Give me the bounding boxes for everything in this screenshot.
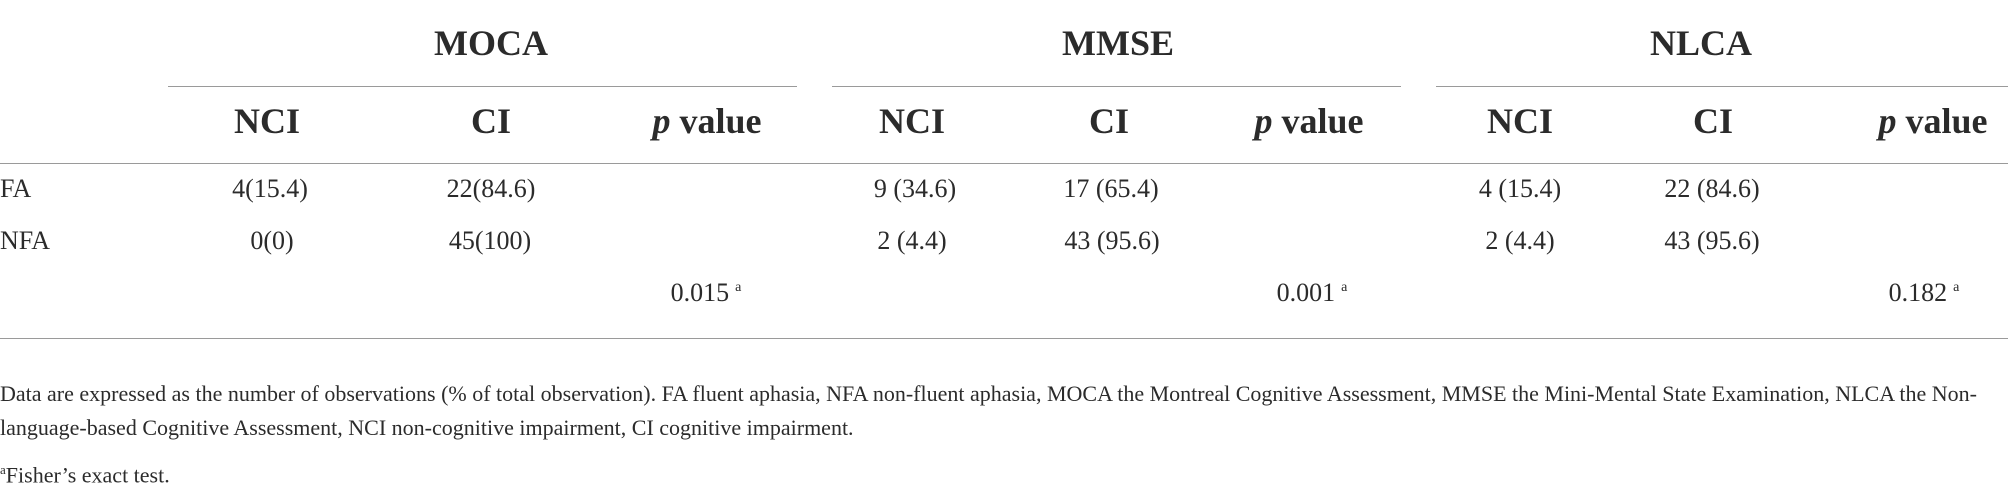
pvalue-mmse-marker: a — [1341, 280, 1348, 296]
pvalue-nlca-marker: a — [1953, 280, 1960, 296]
footnote-fisher-text: Fisher’s exact test. — [5, 462, 170, 488]
pvalue-moca — [671, 278, 742, 308]
row-label-nfa: NFA — [0, 226, 51, 255]
cell-fa-nlca-nci: 4 (15.4) — [1478, 174, 1562, 203]
p-italic: p — [1878, 101, 1897, 141]
cell-fa-moca-ci: 22(84.6) — [446, 174, 536, 203]
footnote-main: Data are expressed as the number of observations (% of total observation). FA fluent aphasia, NFA non-fluent aphasia, MOCA the Montreal Cognitive Assessment, MMSE the Mini-Mental State Examination, NLCA the Non-language-based Cognitive Assessment, NCI non-cognitive impairment, CI cognitive impairment. — [0, 381, 1977, 440]
group-rule-nlca — [1436, 86, 2008, 87]
col-header-nlca-ci: CI — [1692, 101, 1734, 141]
col-header-mmse-pvalue — [1254, 100, 1363, 142]
col-header-nlca-nci: NCI — [1486, 101, 1554, 141]
p-italic: p — [1254, 101, 1273, 141]
col-header-moca-ci: CI — [470, 101, 512, 141]
col-header-mmse-nci: NCI — [878, 101, 946, 141]
row-label-fa: FA — [0, 174, 32, 203]
cell-nfa-moca-nci: 0(0) — [250, 226, 294, 255]
col-header-nlca-pvalue — [1878, 100, 1987, 142]
cell-nfa-moca-ci: 45(100) — [448, 226, 532, 255]
p-rest: value — [1896, 101, 1988, 141]
pvalue-moca-marker: a — [735, 280, 742, 296]
p-rest: value — [670, 101, 762, 141]
col-header-mmse-ci: CI — [1088, 101, 1130, 141]
pvalue-nlca — [1889, 278, 1960, 308]
footnote-fisher — [0, 453, 1990, 492]
cell-nfa-mmse-ci: 43 (95.6) — [1064, 226, 1160, 255]
p-rest: value — [1272, 101, 1364, 141]
pvalue-mmse-number: 0.001 — [1276, 278, 1336, 307]
cell-fa-mmse-ci: 17 (65.4) — [1063, 174, 1159, 203]
pvalue-mmse — [1277, 278, 1348, 308]
table-bottom-rule — [0, 338, 2008, 339]
group-rule-moca — [168, 86, 797, 87]
pvalue-nlca-number: 0.182 — [1888, 278, 1948, 307]
p-italic: p — [652, 101, 671, 141]
cell-nfa-mmse-nci: 2 (4.4) — [877, 226, 947, 255]
group-header-mmse: MMSE — [1062, 23, 1174, 63]
cell-nfa-nlca-ci: 43 (95.6) — [1664, 226, 1760, 255]
group-rule-mmse — [832, 86, 1401, 87]
group-header-moca: MOCA — [434, 23, 548, 63]
group-header-nlca: NLCA — [1649, 23, 1753, 63]
cell-fa-mmse-nci: 9 (34.6) — [873, 174, 957, 203]
col-header-moca-nci: NCI — [233, 101, 301, 141]
cell-fa-moca-nci: 4(15.4) — [232, 174, 308, 203]
header-bottom-rule — [0, 163, 2008, 164]
pvalue-moca-number: 0.015 — [670, 278, 730, 307]
footnote-fisher-marker: a — [0, 462, 6, 477]
cell-nfa-nlca-nci: 2 (4.4) — [1485, 226, 1555, 255]
cell-fa-nlca-ci: 22 (84.6) — [1664, 174, 1760, 203]
col-header-moca-pvalue — [652, 100, 761, 142]
